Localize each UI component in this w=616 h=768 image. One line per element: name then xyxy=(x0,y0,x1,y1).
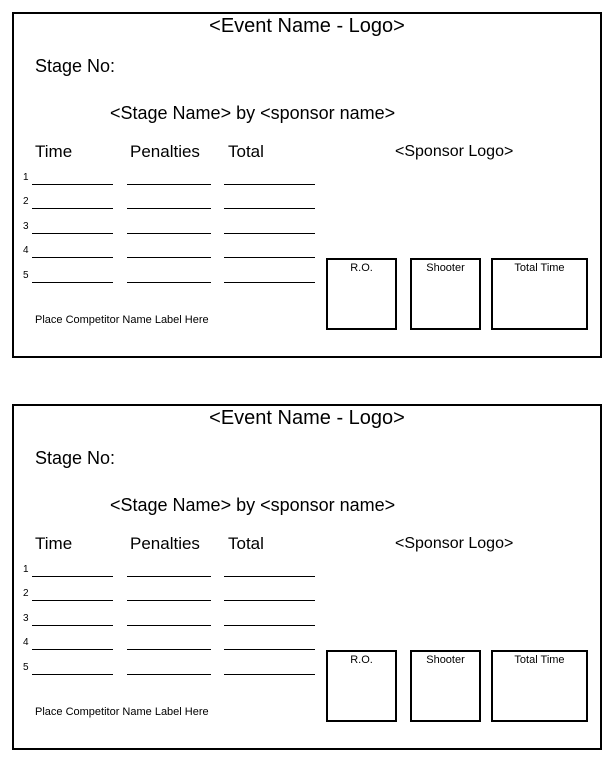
row-number: 3 xyxy=(23,613,29,624)
shooter-box-label: Shooter xyxy=(426,262,465,274)
total-time-box-label: Total Time xyxy=(514,262,565,274)
event-title: <Event Name - Logo> xyxy=(209,407,405,429)
total-time-box[interactable] xyxy=(491,258,588,330)
column-header-total: Total xyxy=(228,142,264,161)
time-entry-line[interactable] xyxy=(32,674,113,675)
total-entry-line[interactable] xyxy=(224,576,315,577)
shooter-signature-box[interactable] xyxy=(410,650,481,722)
ro-signature-box[interactable] xyxy=(326,258,397,330)
column-header-penalties: Penalties xyxy=(130,142,200,161)
total-entry-line[interactable] xyxy=(224,184,315,185)
sponsor-logo: <Sponsor Logo> xyxy=(395,143,514,160)
row-number: 5 xyxy=(23,662,29,673)
time-entry-line[interactable] xyxy=(32,282,113,283)
row-number: 1 xyxy=(23,172,29,183)
sponsor-logo: <Sponsor Logo> xyxy=(395,535,514,552)
column-header-time: Time xyxy=(35,142,73,161)
ro-box-label: R.O. xyxy=(350,654,373,666)
time-entry-line[interactable] xyxy=(32,576,113,577)
row-number: 2 xyxy=(23,196,29,207)
time-entry-line[interactable] xyxy=(32,625,113,626)
total-time-box[interactable] xyxy=(491,650,588,722)
stage-name: <Stage Name> by <sponsor name> xyxy=(110,495,396,515)
time-entry-line[interactable] xyxy=(32,208,113,209)
penalties-entry-line[interactable] xyxy=(127,184,211,185)
competitor-name-label: Place Competitor Name Label Here xyxy=(35,706,209,718)
total-entry-line[interactable] xyxy=(224,600,315,601)
total-entry-line[interactable] xyxy=(224,208,315,209)
ro-signature-box[interactable] xyxy=(326,650,397,722)
row-number: 1 xyxy=(23,564,29,575)
time-entry-line[interactable] xyxy=(32,233,113,234)
penalties-entry-line[interactable] xyxy=(127,282,211,283)
total-entry-line[interactable] xyxy=(224,674,315,675)
penalties-entry-line[interactable] xyxy=(127,600,211,601)
score-card xyxy=(12,12,602,358)
stage-no-label: Stage No: xyxy=(35,56,116,76)
total-entry-line[interactable] xyxy=(224,649,315,650)
total-entry-line[interactable] xyxy=(224,257,315,258)
total-entry-line[interactable] xyxy=(224,233,315,234)
column-header-penalties: Penalties xyxy=(130,534,200,553)
time-entry-line[interactable] xyxy=(32,600,113,601)
penalties-entry-line[interactable] xyxy=(127,625,211,626)
stage-name: <Stage Name> by <sponsor name> xyxy=(110,103,396,123)
penalties-entry-line[interactable] xyxy=(127,233,211,234)
event-title: <Event Name - Logo> xyxy=(209,15,405,37)
time-entry-line[interactable] xyxy=(32,649,113,650)
row-number: 5 xyxy=(23,270,29,281)
shooter-signature-box[interactable] xyxy=(410,258,481,330)
total-entry-line[interactable] xyxy=(224,625,315,626)
penalties-entry-line[interactable] xyxy=(127,649,211,650)
shooter-box-label: Shooter xyxy=(426,654,465,666)
column-header-total: Total xyxy=(228,534,264,553)
row-number: 4 xyxy=(23,245,29,256)
row-number: 2 xyxy=(23,588,29,599)
time-entry-line[interactable] xyxy=(32,257,113,258)
penalties-entry-line[interactable] xyxy=(127,674,211,675)
competitor-name-label: Place Competitor Name Label Here xyxy=(35,314,209,326)
column-header-time: Time xyxy=(35,534,73,553)
penalties-entry-line[interactable] xyxy=(127,208,211,209)
row-number: 3 xyxy=(23,221,29,232)
row-number: 4 xyxy=(23,637,29,648)
time-entry-line[interactable] xyxy=(32,184,113,185)
total-time-box-label: Total Time xyxy=(514,654,565,666)
penalties-entry-line[interactable] xyxy=(127,257,211,258)
ro-box-label: R.O. xyxy=(350,262,373,274)
total-entry-line[interactable] xyxy=(224,282,315,283)
stage-no-label: Stage No: xyxy=(35,448,116,468)
score-card xyxy=(12,404,602,750)
penalties-entry-line[interactable] xyxy=(127,576,211,577)
